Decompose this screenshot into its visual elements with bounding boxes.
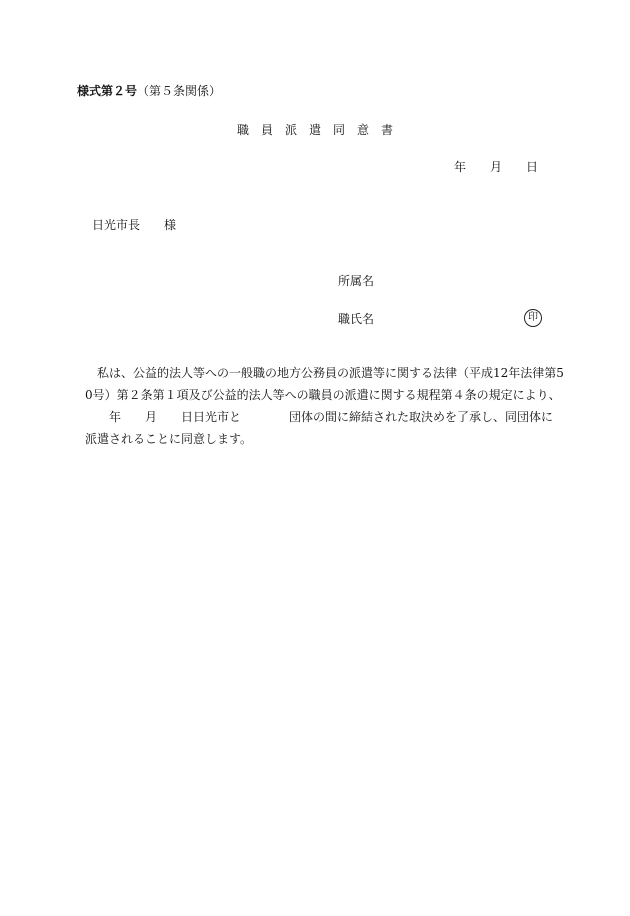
name-label: 職氏名 (338, 312, 375, 326)
body-line: 私は、公益的法人等への一般職の地方公務員の派遣等に関する法律（平成12年法律第5 (85, 366, 564, 380)
form-reference: （第５条関係） (137, 84, 222, 98)
form-number (77, 83, 221, 99)
body-line: 派遣されることに同意します。 (85, 432, 253, 446)
document-title: 職 員 派 遣 同 意 書 (236, 123, 393, 137)
body-line: 年 月 日日光市と 団体の間に締結された取決めを了承し、同団体に (85, 410, 554, 424)
form-number-label: 様式第２号 (77, 84, 138, 98)
date-line: 年 月 日 (453, 160, 538, 174)
recipient-line: 日光市長 様 (92, 218, 177, 232)
affiliation-label: 所属名 (338, 274, 375, 288)
consent-body (85, 362, 564, 450)
seal-icon: 印 (524, 309, 542, 327)
body-line: 0号）第２条第１項及び公益的法人等への職員の派遣に関する規程第４条の規定により、 (85, 388, 561, 402)
